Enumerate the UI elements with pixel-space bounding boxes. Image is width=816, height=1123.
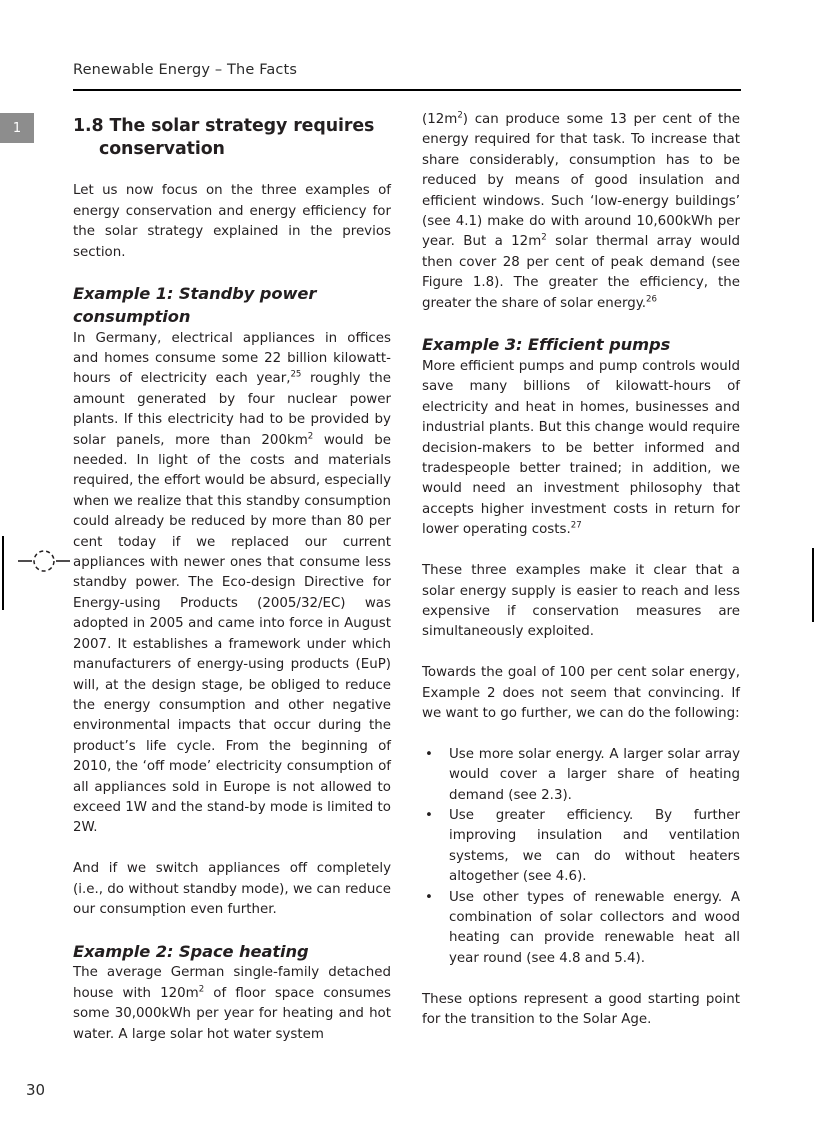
text-run: solar thermal array would then cover 28 per cent of peak demand (see Figure 1.8). The greater the efficiency, the greater the share of solar energy. <box>422 234 740 311</box>
example-3-heading: Example 3: Efficient pumps <box>422 335 671 355</box>
text-run: (12m <box>422 112 458 127</box>
list-item <box>422 888 740 970</box>
section-title-line-1: 1.8 The solar strategy requires <box>73 116 375 136</box>
bullet-icon: • <box>425 746 433 762</box>
example-1-paragraph-2: And if we switch appliances off completely (i.e., do without standby mode), we can reduce our consumption even further. <box>73 861 391 917</box>
page-number: 30 <box>26 1081 46 1099</box>
spacer <box>73 161 391 181</box>
chapter-tab <box>0 113 34 143</box>
text-run: In Germany, electrical appliances in offices and homes consume some 22 billion kilowatt-hours of electricity each year, <box>73 330 391 387</box>
footnote-ref-25: 25 <box>290 369 302 380</box>
text-run: The average German single-family detached house with 120m <box>73 965 391 1001</box>
continuation-paragraph <box>422 110 740 314</box>
left-column <box>73 110 391 1045</box>
spacer <box>73 263 391 283</box>
example-3-paragraph-1 <box>422 357 740 541</box>
text-run: of floor space consumes some 30,000kWh per year for heating and hot water. A large solar hot water system <box>73 985 392 1042</box>
list-item-text: Use greater efficiency. By further improving insulation and ventilation systems, we can do without heaters altogether (see 4.6). <box>449 807 740 885</box>
unit-superscript: 2 <box>307 431 314 442</box>
header-rule <box>73 89 741 91</box>
text-run: would be needed. In light of the costs and materials required, the effort would be absurd, especially when we realize that this standby consumption could already be reduced by more than 80 per cent today if we replaced our current appliances with newer ones that consume less standby power. The Eco-design Directive for Energy-using Products (2005/32/EC) was adopted in 2005 and came into force in August 2007. It establishes a framework under which manufacturers of energy-using products (EuP) will, at the design stage, be obliged to reduce the energy consumption and other negative environmental impacts that occur during the product’s life cycle. From the beginning of 2010, the ‘off mode’ electricity consumption of all appliances sold in Europe is not allowed to exceed 1W and the stand-by mode is limited to 2W. <box>73 432 391 836</box>
spacer <box>422 969 740 989</box>
registration-mark-icon <box>18 548 70 574</box>
section-title-line-2: conservation <box>99 139 225 159</box>
spacer <box>73 839 391 859</box>
running-head: Renewable Energy – The Facts <box>73 62 298 78</box>
spacer <box>422 541 740 561</box>
spacer <box>422 643 740 663</box>
footnote-ref-27: 27 <box>570 520 582 531</box>
summary-paragraph-2: Towards the goal of 100 per cent solar energy, Example 2 does not seem that convincing. If we want to go further, we can do the following: <box>422 665 740 721</box>
trim-rule-left <box>2 536 4 610</box>
unit-superscript: 2 <box>198 984 205 995</box>
text-run: ) can produce some 13 per cent of the energy required for that task. To increase that share considerably, consumption has to be reduced by means of good insulation and efficient windows. Such ‘low-energy buildings’ (see 4.1) make do with around 10,600kWh per year. But a 12m <box>422 112 740 250</box>
list-item-text: Use other types of renewable energy. A combination of solar collectors and wood heating can provide renewable heat all year round (see 4.8 and 5.4). <box>449 889 740 966</box>
right-column <box>422 110 740 1030</box>
intro-paragraph: Let us now focus on the three examples of energy conservation and energy efficiency for the solar strategy explained in the previos section. <box>73 183 391 260</box>
closing-paragraph: These options represent a good starting point for the transition to the Solar Age. <box>422 991 740 1027</box>
footnote-ref-26: 26 <box>646 294 657 305</box>
list-item <box>422 745 740 806</box>
example-2-heading: Example 2: Space heating <box>73 941 309 961</box>
bullet-icon: • <box>425 889 433 905</box>
unit-superscript: 2 <box>541 232 547 243</box>
list-item-text: Use more solar energy. A larger solar array would cover a larger share of heating demand (see 2.3). <box>449 746 740 803</box>
list-item <box>422 806 740 888</box>
options-list <box>422 745 740 969</box>
unit-superscript: 2 <box>457 110 463 121</box>
chapter-tab-number: 1 <box>12 120 22 136</box>
bullet-icon: • <box>425 807 433 823</box>
section-title <box>73 115 391 161</box>
example-1-heading: Example 1: Standby power consumption <box>73 284 317 326</box>
spacer <box>73 920 391 940</box>
example-2-paragraph-1 <box>73 963 391 1045</box>
spacer <box>422 314 740 334</box>
trim-rule-right <box>812 548 814 622</box>
summary-paragraph-1: These three examples make it clear that a solar energy supply is easier to reach and less expensive if conservation measures are simultaneously exploited. <box>422 563 740 640</box>
spacer <box>422 724 740 744</box>
text-run: More efficient pumps and pump controls would save many billions of kilowatt-hours of electricity and heat in homes, businesses and industrial plants. But this change would require decision-makers to be better informed and tradespeople better trained; in addition, we would need an investment philosophy that accepts higher investment costs in return for lower operating costs. <box>422 359 740 538</box>
text-run: roughly the amount generated by four nuclear power plants. If this electricity had to be provided by solar panels, more than 200km <box>73 371 391 448</box>
example-1-paragraph-1 <box>73 329 391 839</box>
